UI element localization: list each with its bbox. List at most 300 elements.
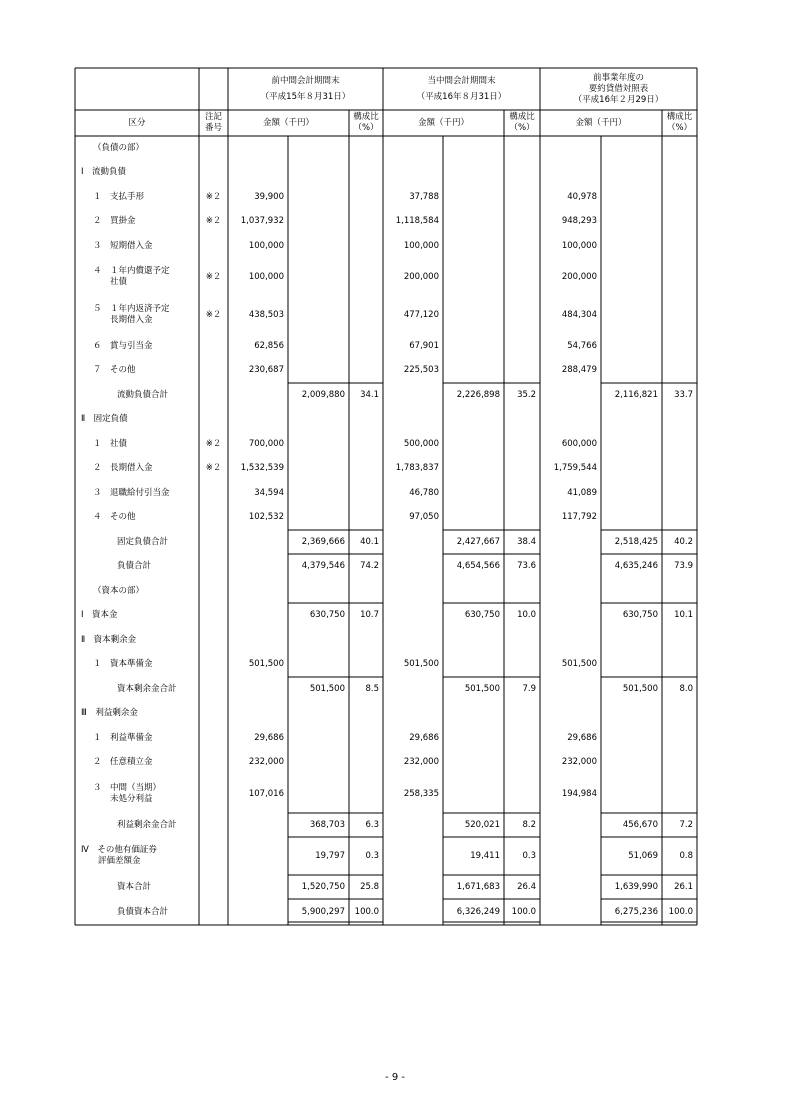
table-row bbox=[75, 160, 697, 185]
row-label: 負債合計 bbox=[117, 561, 152, 571]
page-number: - 9 - bbox=[385, 1072, 405, 1083]
row-note: ※２ bbox=[205, 191, 222, 202]
amount-cell bbox=[228, 813, 288, 837]
amount-cell: 501,500 bbox=[464, 683, 500, 694]
amount-cell: 1,532,539 bbox=[240, 463, 284, 473]
header-section: 区分 bbox=[128, 117, 146, 128]
amount-cell: 41,089 bbox=[567, 487, 597, 498]
ratio-cell bbox=[504, 456, 540, 481]
header-ratio-2 bbox=[504, 110, 540, 136]
header-amount-3: 金額（千円） bbox=[575, 117, 627, 128]
amount-cell: 39,900 bbox=[254, 191, 284, 202]
amount-cell: 19,797 bbox=[315, 850, 345, 861]
amount-cell: 500,000 bbox=[403, 438, 439, 449]
row-label: 固定負債合計 bbox=[117, 536, 169, 547]
amount-cell bbox=[540, 554, 601, 579]
ratio-cell bbox=[504, 136, 540, 160]
amount-cell: 2,009,880 bbox=[301, 389, 345, 400]
amount-cell bbox=[601, 234, 662, 258]
row-label: ６ 賞与引当金 bbox=[93, 340, 153, 351]
ratio-cell bbox=[662, 750, 697, 775]
ratio-cell bbox=[349, 258, 383, 296]
ratio-cell bbox=[349, 628, 383, 652]
table-row bbox=[75, 505, 697, 530]
amount-cell: 54,766 bbox=[567, 340, 597, 351]
row-note bbox=[199, 505, 228, 530]
row-note bbox=[199, 603, 228, 628]
amount-cell bbox=[443, 456, 504, 481]
row-label bbox=[75, 837, 199, 875]
header-ratio-2-line1: 構成比 bbox=[509, 112, 535, 122]
header-prev-year bbox=[540, 68, 697, 110]
amount-cell bbox=[540, 603, 601, 628]
amount-cell: 200,000 bbox=[403, 271, 439, 282]
ratio-cell bbox=[504, 750, 540, 775]
header-amount-1: 金額（千円） bbox=[262, 117, 314, 128]
table-row bbox=[75, 432, 697, 456]
ratio-cell: 8.0 bbox=[679, 683, 693, 694]
row-label: １ 社債 bbox=[93, 438, 128, 449]
amount-cell bbox=[540, 136, 601, 160]
header-note bbox=[199, 110, 228, 136]
amount-cell: 225,503 bbox=[403, 365, 439, 375]
header-blank-section bbox=[75, 68, 199, 110]
row-note: ※２ bbox=[205, 438, 222, 449]
amount-cell: 40,978 bbox=[567, 191, 597, 202]
amount-cell bbox=[383, 603, 443, 628]
ratio-cell bbox=[504, 652, 540, 677]
ratio-cell bbox=[504, 234, 540, 258]
amount-cell bbox=[601, 407, 662, 432]
amount-cell bbox=[443, 505, 504, 530]
amount-cell bbox=[228, 628, 288, 652]
ratio-cell: 100.0 bbox=[668, 906, 693, 917]
amount-cell bbox=[540, 383, 601, 407]
amount-cell: 100,000 bbox=[561, 240, 597, 251]
header-prev-interim-line2: （平成15年８月31日） bbox=[260, 91, 351, 102]
ratio-cell bbox=[349, 432, 383, 456]
row-label: ４ その他 bbox=[93, 512, 136, 522]
ratio-cell bbox=[662, 136, 697, 160]
amount-cell bbox=[383, 899, 443, 925]
amount-cell bbox=[540, 899, 601, 925]
header-blank-note bbox=[199, 68, 228, 110]
header-prev-year-line3: （平成16年２月29日） bbox=[573, 94, 664, 105]
amount-cell: 230,687 bbox=[248, 365, 284, 375]
amount-cell bbox=[228, 875, 288, 899]
ratio-cell: 35.2 bbox=[517, 389, 536, 400]
ratio-cell bbox=[349, 775, 383, 813]
header-ratio-1-line1: 構成比 bbox=[353, 112, 379, 122]
header-current-interim-line2: （平成16年８月31日） bbox=[416, 91, 507, 102]
ratio-cell: 100.0 bbox=[511, 906, 536, 917]
row-note: ※２ bbox=[205, 309, 222, 320]
ratio-cell bbox=[349, 209, 383, 234]
row-label: １ 資本準備金 bbox=[93, 659, 153, 669]
ratio-cell: 34.1 bbox=[360, 389, 379, 400]
row-label: Ⅱ 資本剰余金 bbox=[81, 634, 137, 645]
row-note bbox=[199, 481, 228, 505]
amount-cell: 46,780 bbox=[409, 487, 439, 498]
amount-cell bbox=[443, 407, 504, 432]
row-note bbox=[199, 628, 228, 652]
ratio-cell bbox=[504, 407, 540, 432]
amount-cell bbox=[228, 677, 288, 701]
amount-cell bbox=[383, 554, 443, 579]
row-note bbox=[199, 234, 228, 258]
ratio-cell bbox=[504, 258, 540, 296]
amount-cell bbox=[601, 481, 662, 505]
amount-cell: 1,783,837 bbox=[395, 463, 439, 473]
amount-cell bbox=[601, 726, 662, 750]
table-row bbox=[75, 185, 697, 209]
ratio-cell: 26.1 bbox=[674, 881, 693, 892]
amount-cell bbox=[601, 701, 662, 726]
ratio-cell bbox=[662, 456, 697, 481]
header-row-columns bbox=[75, 110, 697, 136]
ratio-cell bbox=[349, 407, 383, 432]
amount-cell: 1,639,990 bbox=[614, 881, 658, 892]
amount-cell bbox=[383, 579, 443, 603]
ratio-cell bbox=[504, 579, 540, 603]
ratio-cell bbox=[349, 481, 383, 505]
row-note bbox=[199, 875, 228, 899]
row-note bbox=[199, 652, 228, 677]
amount-cell: 288,479 bbox=[561, 365, 597, 375]
row-label: ２ 長期借入金 bbox=[93, 463, 153, 473]
row-note bbox=[199, 160, 228, 185]
row-label: 資本合計 bbox=[117, 881, 152, 892]
amount-cell bbox=[383, 160, 443, 185]
ratio-cell: 7.9 bbox=[522, 683, 536, 694]
row-label: Ⅲ 利益剰余金 bbox=[81, 708, 138, 718]
amount-cell bbox=[228, 554, 288, 579]
amount-cell: 630,750 bbox=[309, 610, 345, 620]
amount-cell bbox=[228, 407, 288, 432]
row-note bbox=[199, 813, 228, 837]
ratio-cell bbox=[504, 726, 540, 750]
row-label: ３ 退職給付引当金 bbox=[93, 487, 170, 498]
amount-cell bbox=[443, 160, 504, 185]
table-row bbox=[75, 677, 697, 701]
header-ratio-2-line2: （%） bbox=[509, 123, 535, 133]
amount-cell bbox=[601, 652, 662, 677]
ratio-cell bbox=[349, 579, 383, 603]
table-row bbox=[75, 750, 697, 775]
header-ratio-1 bbox=[349, 110, 383, 136]
ratio-cell bbox=[504, 701, 540, 726]
ratio-cell: 74.2 bbox=[360, 561, 379, 571]
amount-cell bbox=[443, 296, 504, 334]
table-row bbox=[75, 701, 697, 726]
row-label: 負債資本合計 bbox=[117, 906, 169, 917]
row-label-line: 評価差額金 bbox=[81, 856, 141, 866]
amount-cell bbox=[383, 407, 443, 432]
amount-cell bbox=[383, 677, 443, 701]
amount-cell bbox=[288, 407, 349, 432]
row-note bbox=[199, 136, 228, 160]
amount-cell: 97,050 bbox=[409, 512, 439, 522]
amount-cell bbox=[288, 358, 349, 383]
ratio-cell: 7.2 bbox=[679, 819, 693, 830]
table-row bbox=[75, 837, 697, 875]
header-ratio-1-line2: （%） bbox=[353, 123, 379, 133]
ratio-cell: 100.0 bbox=[354, 906, 379, 917]
amount-cell bbox=[288, 701, 349, 726]
table-row bbox=[75, 579, 697, 603]
table-row bbox=[75, 136, 697, 160]
ratio-cell bbox=[504, 481, 540, 505]
ratio-cell bbox=[662, 481, 697, 505]
row-label: 流動負債合計 bbox=[117, 389, 169, 400]
amount-cell: 117,792 bbox=[561, 512, 597, 522]
ratio-cell: 8.2 bbox=[522, 819, 536, 830]
amount-cell: 2,518,425 bbox=[614, 536, 658, 547]
row-label: 利益剰余金合計 bbox=[117, 819, 177, 830]
amount-cell: 4,379,546 bbox=[301, 561, 345, 571]
amount-cell: 2,116,821 bbox=[614, 389, 658, 400]
amount-cell: 6,275,236 bbox=[614, 906, 658, 917]
balance-sheet-table bbox=[75, 68, 697, 925]
amount-cell: 107,016 bbox=[248, 788, 284, 799]
row-label: ７ その他 bbox=[93, 365, 136, 375]
ratio-cell bbox=[662, 505, 697, 530]
table-row bbox=[75, 358, 697, 383]
ratio-cell bbox=[349, 750, 383, 775]
table-row bbox=[75, 899, 697, 925]
ratio-cell bbox=[349, 652, 383, 677]
ratio-cell bbox=[349, 185, 383, 209]
amount-cell bbox=[540, 677, 601, 701]
amount-cell bbox=[601, 334, 662, 358]
row-note bbox=[199, 701, 228, 726]
row-label-line: 未処分利益 bbox=[93, 794, 153, 804]
amount-cell bbox=[288, 628, 349, 652]
ratio-cell bbox=[504, 775, 540, 813]
amount-cell bbox=[540, 160, 601, 185]
amount-cell bbox=[228, 603, 288, 628]
amount-cell: 5,900,297 bbox=[301, 906, 345, 917]
header-row-periods bbox=[75, 68, 697, 110]
header-ratio-3-line1: 構成比 bbox=[666, 112, 693, 122]
amount-cell bbox=[443, 701, 504, 726]
ratio-cell bbox=[662, 209, 697, 234]
amount-cell: 501,500 bbox=[248, 659, 284, 669]
amount-cell bbox=[601, 258, 662, 296]
amount-cell bbox=[228, 837, 288, 875]
row-label: （負債の部） bbox=[93, 142, 145, 153]
amount-cell: 438,503 bbox=[248, 309, 284, 320]
table-row bbox=[75, 775, 697, 813]
ratio-cell bbox=[504, 334, 540, 358]
amount-cell: 948,293 bbox=[561, 216, 597, 226]
amount-cell bbox=[443, 136, 504, 160]
amount-cell: 232,000 bbox=[248, 757, 284, 767]
row-note bbox=[199, 407, 228, 432]
amount-cell bbox=[443, 258, 504, 296]
amount-cell: 67,901 bbox=[409, 340, 439, 351]
amount-cell bbox=[443, 652, 504, 677]
amount-cell bbox=[443, 775, 504, 813]
row-note bbox=[199, 358, 228, 383]
header-current-interim-line1: 当中間会計期間末 bbox=[427, 75, 496, 86]
amount-cell: 1,520,750 bbox=[301, 881, 345, 892]
table-row bbox=[75, 456, 697, 481]
table-row bbox=[75, 234, 697, 258]
amount-cell bbox=[383, 701, 443, 726]
row-label: Ⅱ 固定負債 bbox=[81, 414, 128, 424]
amount-cell bbox=[288, 432, 349, 456]
amount-cell: 29,686 bbox=[409, 732, 439, 743]
ratio-cell bbox=[349, 456, 383, 481]
amount-cell: 4,654,566 bbox=[456, 561, 500, 571]
row-note bbox=[199, 383, 228, 407]
amount-cell bbox=[288, 296, 349, 334]
amount-cell bbox=[228, 383, 288, 407]
amount-cell bbox=[443, 481, 504, 505]
ratio-cell: 10.0 bbox=[517, 610, 536, 620]
ratio-cell bbox=[662, 652, 697, 677]
table-row bbox=[75, 209, 697, 234]
amount-cell bbox=[443, 358, 504, 383]
amount-cell bbox=[228, 899, 288, 925]
row-label: １ 支払手形 bbox=[93, 191, 145, 202]
amount-cell bbox=[288, 775, 349, 813]
ratio-cell bbox=[662, 579, 697, 603]
row-note bbox=[199, 775, 228, 813]
ratio-cell: 40.1 bbox=[360, 536, 379, 547]
ratio-cell bbox=[662, 234, 697, 258]
row-note bbox=[199, 554, 228, 579]
row-label-line: 社債 bbox=[93, 277, 128, 287]
ratio-cell bbox=[349, 296, 383, 334]
ratio-cell bbox=[662, 775, 697, 813]
amount-cell: 630,750 bbox=[622, 610, 658, 620]
amount-cell: 200,000 bbox=[561, 271, 597, 282]
amount-cell bbox=[288, 136, 349, 160]
amount-cell bbox=[601, 358, 662, 383]
ratio-cell bbox=[504, 432, 540, 456]
ratio-cell bbox=[504, 358, 540, 383]
row-note bbox=[199, 677, 228, 701]
amount-cell: 700,000 bbox=[248, 438, 284, 449]
ratio-cell: 0.3 bbox=[365, 850, 379, 861]
ratio-cell: 73.9 bbox=[674, 561, 693, 571]
header-amount-2: 金額（千円） bbox=[417, 117, 469, 128]
amount-cell bbox=[601, 185, 662, 209]
row-label: ２ 買掛金 bbox=[93, 216, 136, 226]
amount-cell: 34,594 bbox=[254, 487, 284, 498]
ratio-cell bbox=[662, 258, 697, 296]
ratio-cell bbox=[662, 334, 697, 358]
amount-cell bbox=[288, 750, 349, 775]
amount-cell bbox=[443, 750, 504, 775]
table-row bbox=[75, 530, 697, 554]
amount-cell bbox=[288, 652, 349, 677]
ratio-cell: 0.3 bbox=[522, 850, 536, 861]
amount-cell: 232,000 bbox=[561, 757, 597, 767]
row-label-line: 長期借入金 bbox=[93, 315, 153, 325]
table-row bbox=[75, 652, 697, 677]
amount-cell bbox=[383, 530, 443, 554]
ratio-cell: 40.2 bbox=[674, 536, 693, 547]
amount-cell bbox=[288, 579, 349, 603]
table-row bbox=[75, 258, 697, 296]
table-row bbox=[75, 334, 697, 358]
table-body bbox=[75, 68, 697, 925]
ratio-cell: 10.1 bbox=[674, 610, 693, 620]
amount-cell bbox=[540, 701, 601, 726]
row-label bbox=[75, 296, 199, 334]
table-row bbox=[75, 875, 697, 899]
amount-cell bbox=[540, 875, 601, 899]
ratio-cell bbox=[349, 726, 383, 750]
ratio-cell bbox=[349, 701, 383, 726]
ratio-cell bbox=[504, 209, 540, 234]
amount-cell bbox=[383, 837, 443, 875]
amount-cell: 51,069 bbox=[628, 850, 658, 861]
amount-cell: 29,686 bbox=[254, 732, 284, 743]
amount-cell bbox=[601, 136, 662, 160]
amount-cell bbox=[601, 505, 662, 530]
ratio-cell: 38.4 bbox=[517, 536, 536, 547]
header-prev-year-line2: 要約貸借対照表 bbox=[588, 83, 649, 94]
amount-cell bbox=[443, 209, 504, 234]
header-ratio-3 bbox=[662, 110, 697, 136]
row-label-line: ５ １年内返済予定 bbox=[93, 304, 170, 314]
amount-cell: 2,369,666 bbox=[301, 536, 345, 547]
amount-cell: 100,000 bbox=[248, 240, 284, 251]
ratio-cell: 73.6 bbox=[517, 561, 536, 571]
amount-cell bbox=[601, 750, 662, 775]
ratio-cell: 8.5 bbox=[365, 683, 379, 694]
amount-cell bbox=[601, 628, 662, 652]
table-row bbox=[75, 481, 697, 505]
table-row bbox=[75, 407, 697, 432]
amount-cell: 1,037,932 bbox=[240, 216, 284, 226]
amount-cell bbox=[383, 136, 443, 160]
amount-cell: 1,759,544 bbox=[553, 463, 597, 473]
ratio-cell bbox=[349, 334, 383, 358]
amount-cell: 194,984 bbox=[561, 788, 597, 799]
amount-cell: 100,000 bbox=[403, 240, 439, 251]
table-row bbox=[75, 726, 697, 750]
amount-cell bbox=[540, 530, 601, 554]
row-label-line: ４ １年内償還予定 bbox=[93, 266, 170, 276]
amount-cell bbox=[228, 701, 288, 726]
row-note bbox=[199, 837, 228, 875]
row-note bbox=[199, 899, 228, 925]
amount-cell bbox=[383, 813, 443, 837]
amount-cell: 4,635,246 bbox=[614, 561, 658, 571]
row-label bbox=[75, 258, 199, 296]
header-ratio-3-line2: （%） bbox=[666, 123, 693, 133]
ratio-cell bbox=[662, 185, 697, 209]
amount-cell bbox=[601, 432, 662, 456]
ratio-cell bbox=[662, 726, 697, 750]
amount-cell bbox=[288, 456, 349, 481]
header-note-line1: 注記 bbox=[204, 112, 222, 122]
row-label: ３ 短期借入金 bbox=[93, 240, 153, 251]
row-note: ※２ bbox=[205, 463, 222, 473]
amount-cell bbox=[443, 579, 504, 603]
amount-cell bbox=[601, 160, 662, 185]
amount-cell: 258,335 bbox=[403, 788, 439, 799]
ratio-cell bbox=[349, 505, 383, 530]
amount-cell: 62,856 bbox=[254, 340, 284, 351]
row-label: １ 利益準備金 bbox=[93, 732, 153, 743]
amount-cell: 520,021 bbox=[464, 819, 500, 830]
